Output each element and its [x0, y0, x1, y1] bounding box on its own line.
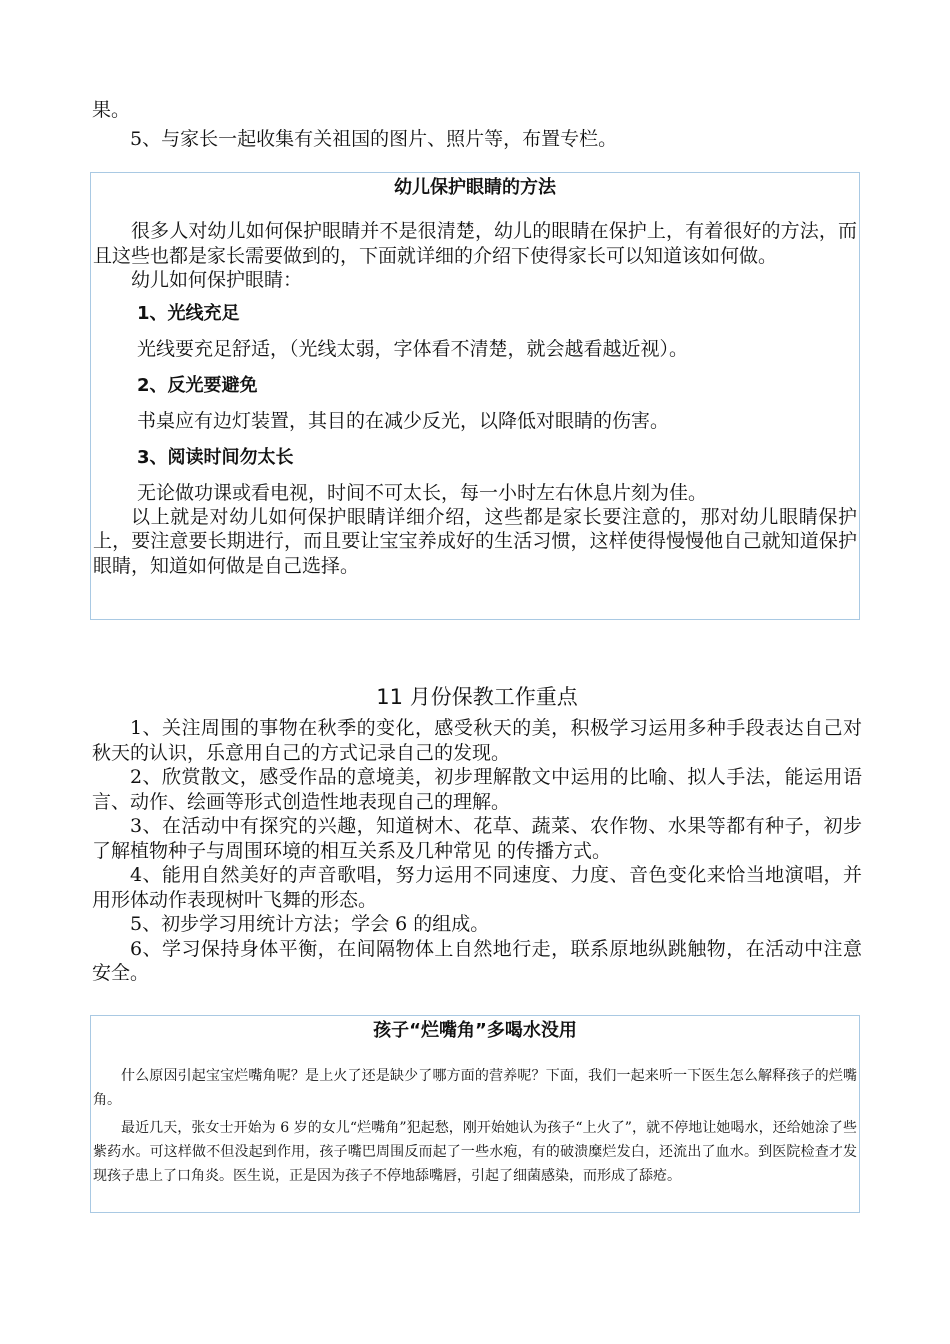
- section-body: [92, 716, 862, 986]
- eye-care-para-1: 很多人对幼儿如何保护眼睛并不是很清楚，幼儿的眼睛在保护上，有着很好的方法，而且这些也都是家长需要做到的，下面就详细的介绍下使得家长可以知道该如何做。: [93, 220, 857, 267]
- section-item-4: 4、能用自然美好的声音歌唱，努力运用不同速度、力度、音色变化来恰当地演唱，并用形体动作表现树叶飞舞的形态。: [92, 864, 862, 911]
- eye-care-box: [90, 172, 860, 620]
- intro-text: [92, 98, 862, 151]
- eye-care-heading-2: 2、反光要避免: [137, 374, 258, 396]
- section-title: 11 月份保教工作重点: [376, 685, 578, 709]
- eye-care-text-3: 无论做功课或看电视，时间不可太长，每一小时左右休息片刻为佳。: [137, 481, 708, 504]
- eye-care-heading-3: 3、阅读时间勿太长: [137, 446, 294, 468]
- eye-care-para-3: 以上就是对幼儿如何保护眼睛详细介绍，这些都是家长要注意的，那对幼儿眼睛保护上，要注意要长期进行，而且要让宝宝养成好的生活习惯，这样使得慢慢他自己就知道保护眼睛，知道如何做是自己选择。: [93, 505, 857, 577]
- section-item-2: 2、欣赏散文，感受作品的意境美，初步理解散文中运用的比喻、拟人手法，能运用语言、动作、绘画等形式创造性地表现自己的理解。: [92, 766, 862, 813]
- mouth-corner-title: 孩子“烂嘴角”多喝水没用: [373, 1020, 577, 1041]
- section-item-6: 6、学习保持身体平衡，在间隔物体上自然地行走，联系原地纵跳触物，在活动中注意安全。: [92, 937, 862, 984]
- eye-care-para-2: 幼儿如何保护眼睛：: [131, 269, 303, 291]
- mouth-corner-para-2: 最近几天，张女士开始为 6 岁的女儿“烂嘴角”犯起愁，刚开始她认为孩子“上火了”，就不停地让她喝水，还给她涂了些紫药水。可这样做不但没起到作用，孩子嘴巴周围反而起了一些水疱，有的破溃糜烂发白，还流出了血水。到医院检查才发现孩子患上了口角炎。医生说，正是因为孩子不停地舔嘴唇，引起了细菌感染，而形成了舔疮。: [93, 1120, 857, 1184]
- eye-care-text-1: 光线要充足舒适，（光线太弱，字体看不清楚，就会越看越近视）。: [137, 337, 689, 360]
- eye-care-title: 幼儿保护眼睛的方法: [394, 177, 556, 198]
- eye-care-heading-1: 1、光线充足: [137, 302, 240, 324]
- eye-care-text-2: 书桌应有边灯装置，其目的在减少反光，以降低对眼睛的伤害。: [137, 409, 670, 432]
- section-item-1: 1、关注周围的事物在秋季的变化，感受秋天的美，积极学习运用多种手段表达自己对秋天的认识，乐意用自己的方式记录自己的发现。: [92, 717, 862, 764]
- section-item-5: 5、初步学习用统计方法；学会 6 的组成。: [130, 913, 490, 935]
- intro-line-2: 5、与家长一起收集有关祖国的图片、照片等，布置专栏。: [130, 127, 618, 150]
- mouth-corner-box: [90, 1015, 860, 1213]
- section-item-3: 3、在活动中有探究的兴趣，知道树木、花草、蔬菜、农作物、水果等都有种子，初步了解植物种子与周围环境的相互关系及几种常见 的传播方式。: [92, 815, 862, 862]
- intro-line-1: 果。: [92, 99, 131, 121]
- mouth-corner-para-1: 什么原因引起宝宝烂嘴角呢？是上火了还是缺少了哪方面的营养呢？下面，我们一起来听一下医生怎么解释孩子的烂嘴角。: [93, 1068, 857, 1108]
